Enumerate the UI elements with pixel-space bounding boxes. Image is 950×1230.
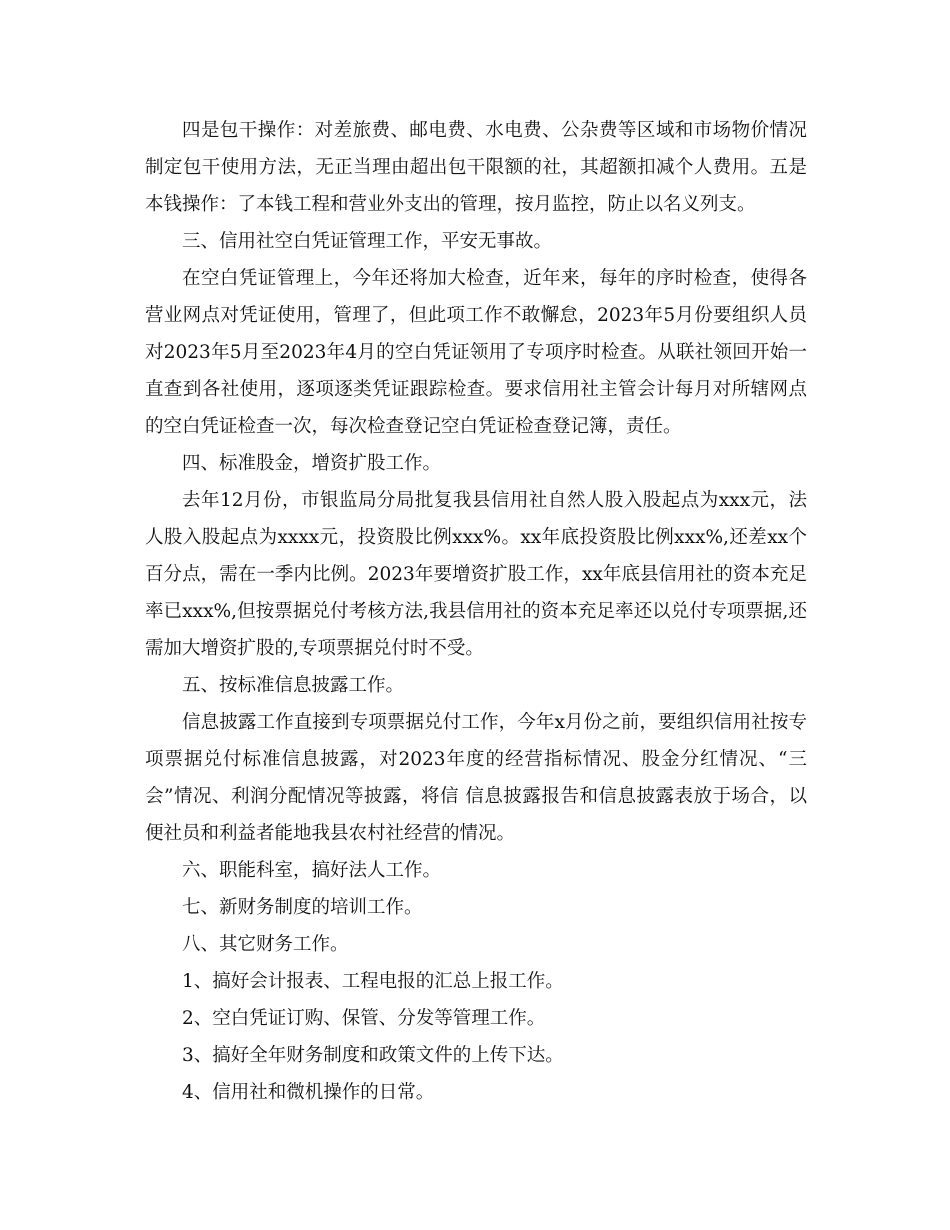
section-heading-4: 四、标准股金，增资扩股工作。 (182, 453, 442, 474)
list-item-1: 1、搞好会计报表、工程电报的汇总上报工作。 (182, 971, 564, 992)
section-heading-6: 六、职能科室，搞好法人工作。 (182, 860, 442, 881)
section-heading-5: 五、按标准信息披露工作。 (182, 675, 405, 696)
list-item-2: 2、空白凭证订购、保管、分发等管理工作。 (182, 1008, 546, 1029)
list-item-4: 4、信用社和微机操作的日常。 (182, 1082, 435, 1103)
list-item-3: 3、搞好全年财务制度和政策文件的上传下达。 (182, 1045, 564, 1066)
section-heading-3: 三、信用社空白凭证管理工作，平安无事故。 (182, 231, 553, 252)
section-heading-8: 八、其它财务工作。 (182, 934, 349, 955)
paragraph-4: 信息披露工作直接到专项票据兑付工作，今年x月份之前，要组织信用社按专项票据兑付标准信息披露，对2023年度的经营指标情况、股金分红情况、“三会”情况、利润分配情况等披露，将信 信息披露报告和信息披露表放于场合，以便社员和利益者能地我县农村社经营的情况。 (145, 712, 807, 844)
paragraph-1: 四是包干操作：对差旅费、邮电费、水电费、公杂费等区域和市场物价情况制定包干使用方法，无正当理由超出包干限额的社，其超额扣减个人费用。五是本钱操作：了本钱工程和营业外支出的管理，按月监控，防止以名义列支。 (145, 120, 807, 215)
section-heading-7: 七、新财务制度的培训工作。 (182, 897, 423, 918)
paragraph-2: 在空白凭证管理上，今年还将加大检查，近年来，每年的序时检查，使得各营业网点对凭证使用，管理了，但此项工作不敢懈怠，2023年5月份要组织人员对2023年5月至2023年4月的空白凭证领用了专项序时检查。从联社领回开始一直查到各社使用，逐项逐类凭证跟踪检查。要求信用社主管会计每月对所辖网点的空白凭证检查一次，每次检查登记空白凭证检查登记簿，责任。 (145, 268, 807, 437)
paragraph-3: 去年12月份，市银监局分局批复我县信用社自然人股入股起点为xxx元，法人股入股起点为xxxx元，投资股比例xxx%。xx年底投资股比例xxx%,还差xx个百分点，需在一季内比例。2023年要增资扩股工作，xx年底县信用社的资本充足率已xxx%,但按票据兑付考核方法,我县信用社的资本充足率还以兑付专项票据,还需加大增资扩股的,专项票据兑付时不受。 (145, 490, 807, 659)
document-body (145, 112, 807, 1111)
